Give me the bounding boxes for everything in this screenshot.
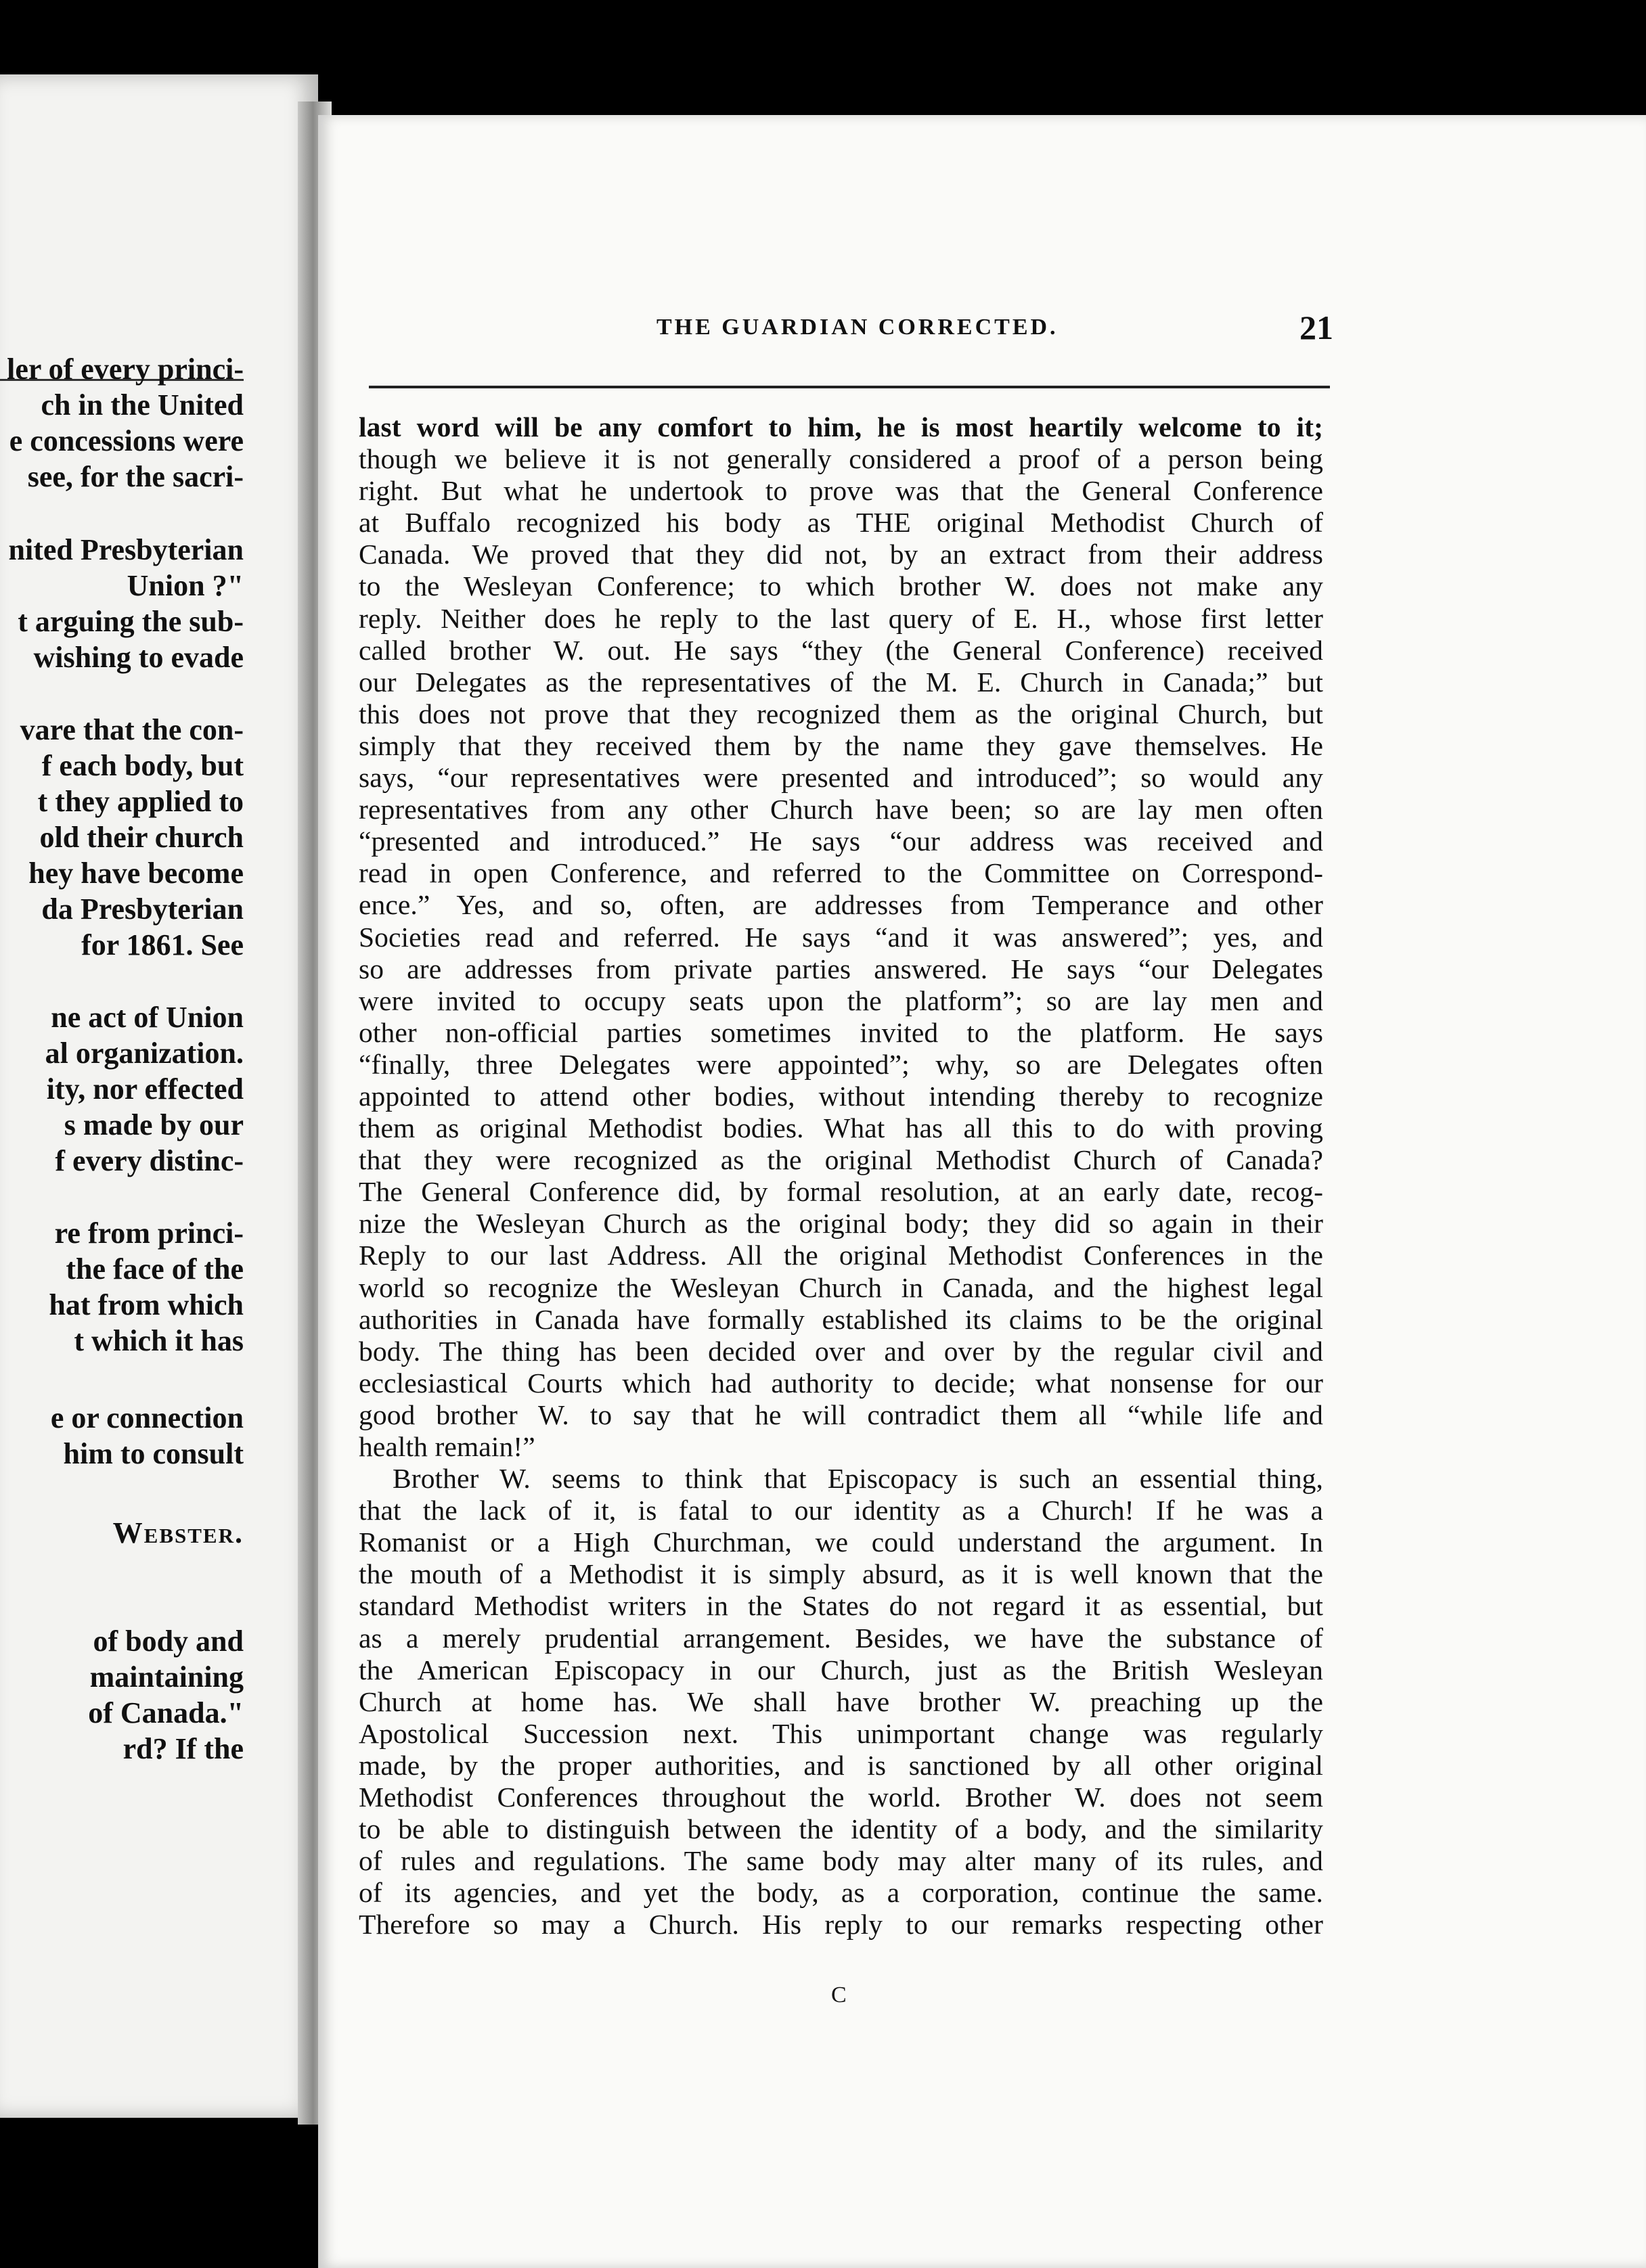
left-page-line: f every distinc- [55, 1144, 244, 1177]
text-line: so are addresses from private parties answered. He says “our Delegates [359, 953, 1323, 984]
text-line: Church at home has. We shall have brother W. preaching up the [359, 1685, 1323, 1717]
text-line: as a merely prudential arrangement. Besides, we have the substance of [359, 1622, 1323, 1654]
left-page-line: him to consult [63, 1437, 244, 1470]
body-text [359, 411, 1323, 1941]
text-line: Romanist or a High Churchman, we could understand the argument. In [359, 1526, 1323, 1558]
left-page-line: t which it has [74, 1324, 244, 1357]
signature-mark: C [831, 1982, 847, 2008]
text-line: though we believe it is not generally considered a proof of a person being [359, 443, 1323, 475]
left-page-line: ity, nor effected [46, 1072, 244, 1106]
text-line: read in open Conference, and referred to the Committee on Correspond- [359, 857, 1323, 889]
paragraph-2 [359, 1463, 1323, 1941]
left-page-line: s made by our [64, 1108, 244, 1141]
text-line: authorities in Canada have formally established its claims to be the original [359, 1303, 1323, 1335]
facing-page-left [0, 74, 318, 2118]
left-page-line: re from princi- [54, 1217, 244, 1250]
left-page-line: t arguing the sub- [18, 605, 244, 638]
left-page-line: t they applied to [37, 785, 244, 818]
left-page-line: nited Presbyterian [8, 533, 244, 566]
text-line: Canada. We proved that they did not, by an extract from their address [359, 539, 1323, 570]
left-page-line: of Canada." [88, 1696, 244, 1729]
left-page-line: vare that the con- [20, 713, 244, 746]
text-line: of rules and regulations. The same body may alter many of its rules, and [359, 1845, 1323, 1877]
left-page-line: hat from which [49, 1288, 244, 1321]
page-number: 21 [1299, 309, 1333, 346]
text-line: nize the Wesleyan Church as the original body; they did so again in their [359, 1208, 1323, 1240]
left-page-line: maintaining [89, 1660, 244, 1694]
left-page-line: wishing to evade [33, 641, 244, 674]
text-line: called brother W. out. He says “they (the General Conference) received [359, 634, 1323, 666]
text-line: last word will be any comfort to him, he is most heartily welcome to it; [359, 411, 1323, 443]
text-line: reply. Neither does he reply to the last query of E. H., whose first letter [359, 602, 1323, 634]
text-line: Apostolical Succession next. This unimportant change was regularly [359, 1717, 1323, 1749]
left-page-line: the face of the [66, 1252, 244, 1286]
text-line: Brother W. seems to think that Episcopacy is such an essential thing, [393, 1463, 1323, 1495]
left-page-line: ch in the United [41, 388, 244, 422]
left-page-line: for 1861. See [81, 928, 244, 961]
text-line: the American Episcopacy in our Church, just as the British Wesleyan [359, 1654, 1323, 1685]
left-page-line: old their church [39, 821, 244, 854]
text-line: simply that they received them by the name they gave themselves. He [359, 729, 1323, 761]
left-page-line: ne act of Union [51, 1001, 244, 1034]
text-line: Methodist Conferences throughout the world. Brother W. does not seem [359, 1782, 1323, 1813]
text-line: our Delegates as the representatives of the M. E. Church in Canada;” but [359, 666, 1323, 698]
left-page-line: da Presbyterian [41, 892, 244, 926]
text-line: made, by the proper authorities, and is sanctioned by all other original [359, 1749, 1323, 1781]
text-line: other non-official parties sometimes invited to the platform. He says [359, 1016, 1323, 1048]
text-line: appointed to attend other bodies, without intending thereby to recognize [359, 1080, 1323, 1112]
left-page-line: e concessions were [9, 424, 244, 457]
text-line: this does not prove that they recognized them as the original Church, but [359, 698, 1323, 729]
text-line: them as original Methodist bodies. What has all this to do with proving [359, 1112, 1323, 1144]
running-head: THE GUARDIAN CORRECTED. [657, 315, 1059, 340]
text-line: that they were recognized as the original Methodist Church of Canada? [359, 1144, 1323, 1176]
paragraph-1 [359, 411, 1323, 1463]
text-line: to be able to distinguish between the identity of a body, and the similarity [359, 1813, 1323, 1845]
text-line: ecclesiastical Courts which had authority to decide; what nonsense for our [359, 1367, 1323, 1399]
text-line: health remain!” [359, 1431, 535, 1462]
text-line: standard Methodist writers in the States do not regard it as essential, but [359, 1590, 1323, 1622]
text-line: good brother W. to say that he will contradict them all “while life and [359, 1399, 1323, 1430]
text-line: of its agencies, and yet the body, as a corporation, continue the same. [359, 1877, 1323, 1909]
text-line: to the Wesleyan Conference; to which brother W. does not make any [359, 570, 1323, 602]
left-page-line: al organization. [45, 1037, 244, 1070]
left-page-line: f each body, but [41, 749, 244, 782]
text-line: at Buffalo recognized his body as THE original Methodist Church of [359, 507, 1323, 539]
text-line: Therefore so may a Church. His reply to our remarks respecting other [359, 1909, 1323, 1941]
text-line: representatives from any other Church have been; so are lay men often [359, 794, 1323, 825]
text-line: ence.” Yes, and so, often, are addresses from Temperance and other [359, 889, 1323, 921]
text-line: Reply to our last Address. All the original Methodist Conferences in the [359, 1240, 1323, 1271]
text-line: The General Conference did, by formal resolution, at an early date, recog- [359, 1176, 1323, 1208]
text-line: body. The thing has been decided over and over by the regular civil and [359, 1335, 1323, 1367]
left-page-line: of body and [93, 1625, 244, 1658]
text-line: world so recognize the Wesleyan Church in Canada, and the highest legal [359, 1271, 1323, 1303]
text-line: “presented and introduced.” He says “our address was received and [359, 825, 1323, 857]
left-page-line: hey have become [28, 857, 244, 890]
text-line: were invited to occupy seats upon the platform”; so are lay men and [359, 984, 1323, 1016]
left-page-line: Union ?" [127, 569, 244, 602]
left-page-line: Webster. [112, 1516, 244, 1549]
text-line: Societies read and referred. He says “and it was answered”; yes, and [359, 921, 1323, 953]
text-line: right. But what he undertook to prove was that the General Conference [359, 475, 1323, 507]
left-page-line: e or connection [50, 1401, 244, 1434]
left-page-line: ler of every princi- [7, 353, 244, 386]
text-line: the mouth of a Methodist it is simply absurd, as it is well known that the [359, 1558, 1323, 1590]
header-rule [369, 386, 1330, 388]
left-page-line: rd? If the [123, 1732, 244, 1765]
text-line: “finally, three Delegates were appointed”; why, so are Delegates often [359, 1048, 1323, 1080]
text-line: says, “our representatives were presented and introduced”; so would any [359, 762, 1323, 794]
text-line: that the lack of it, is fatal to our identity as a Church! If he was a [359, 1495, 1323, 1526]
left-page-line: see, for the sacri- [27, 460, 244, 493]
